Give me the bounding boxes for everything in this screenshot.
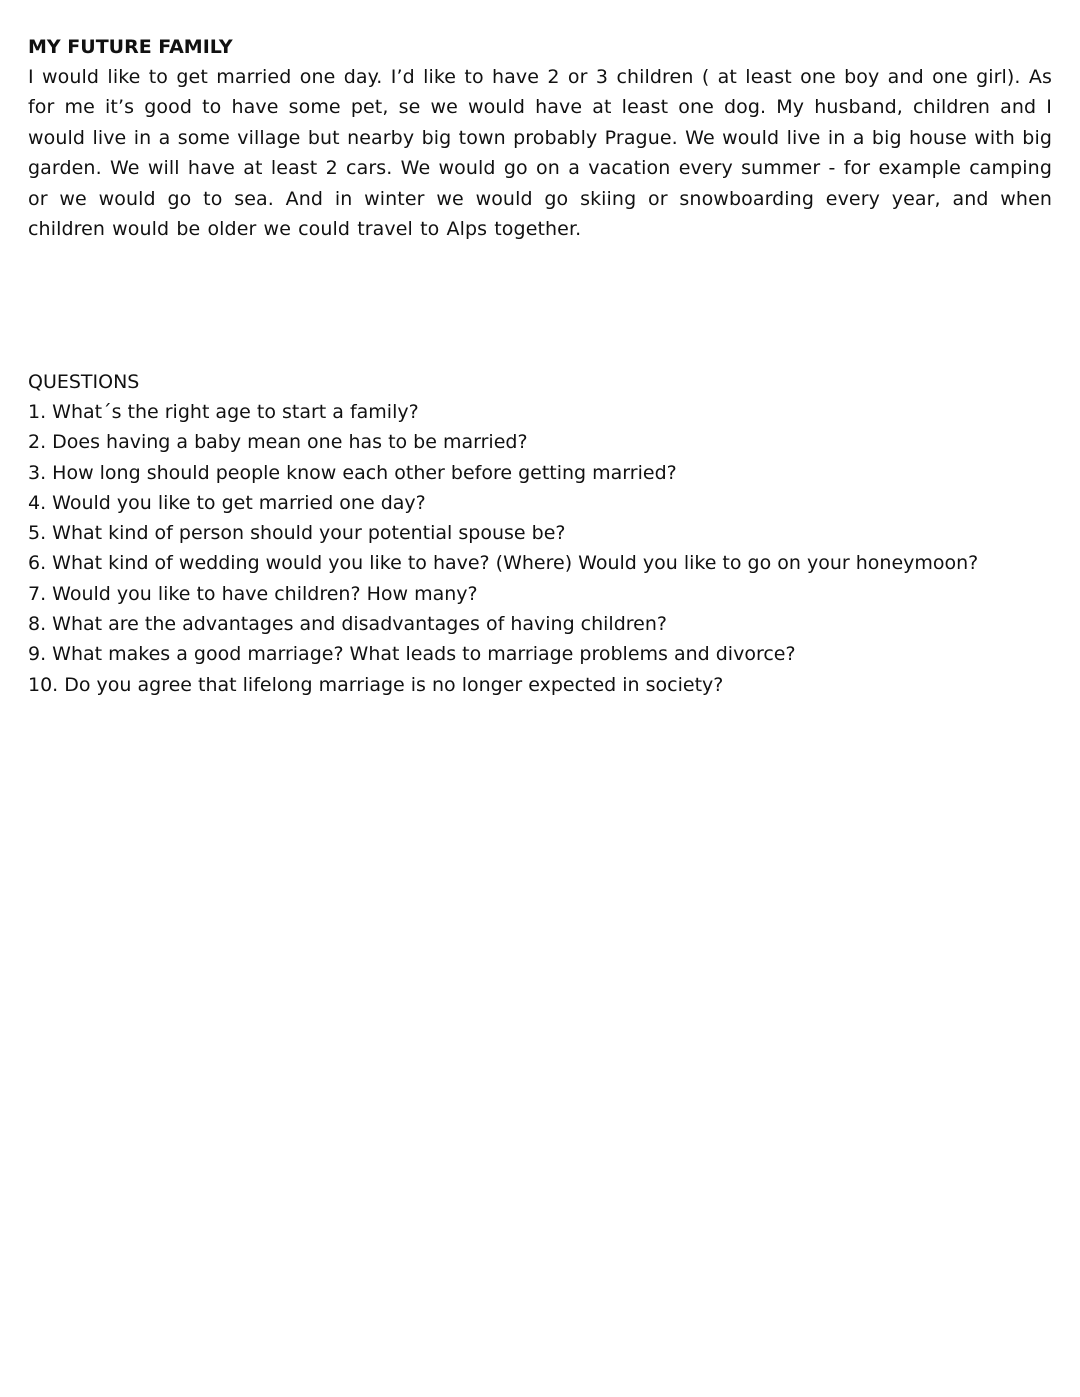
questions-section <box>28 367 1052 700</box>
question-item: 9. What makes a good marriage? What leads to marriage problems and divorce? <box>28 643 796 666</box>
question-item: 7. Would you like to have children? How many? <box>28 582 478 605</box>
essay-paragraph: I would like to get married one day. I’d like to have 2 or 3 children ( at least one boy and one girl). As for me it’s good to have some pet, se we would have at least one dog. My husband, children and I would live in a some village but nearby big town probably Prague. We would live in a big house with big garden. We will have at least 2 cars. We would go on a vacation every summer - for example camping or we would go to sea. And in winter we would go skiing or snowboarding every year, and when children would be older we could travel to Alps together. <box>28 66 1052 241</box>
question-item: 8. What are the advantages and disadvantages of having children? <box>28 613 667 636</box>
question-item: 6. What kind of wedding would you like to have? (Where) Would you like to go on your honeymoon? <box>28 552 979 575</box>
questions-heading: QUESTIONS <box>28 371 140 393</box>
question-item: 3. How long should people know each other before getting married? <box>28 461 677 484</box>
question-item: 2. Does having a baby mean one has to be married? <box>28 431 528 454</box>
question-item: 1. What´s the right age to start a family? <box>28 401 419 423</box>
question-item: 5. What kind of person should your potential spouse be? <box>28 522 566 545</box>
essay-section <box>28 34 1052 244</box>
document-title: MY FUTURE FAMILY <box>28 36 233 58</box>
questions-list <box>28 397 1052 700</box>
question-item: 4. Would you like to get married one day? <box>28 491 426 514</box>
question-item: 10. Do you agree that lifelong marriage is no longer expected in society? <box>28 673 724 696</box>
